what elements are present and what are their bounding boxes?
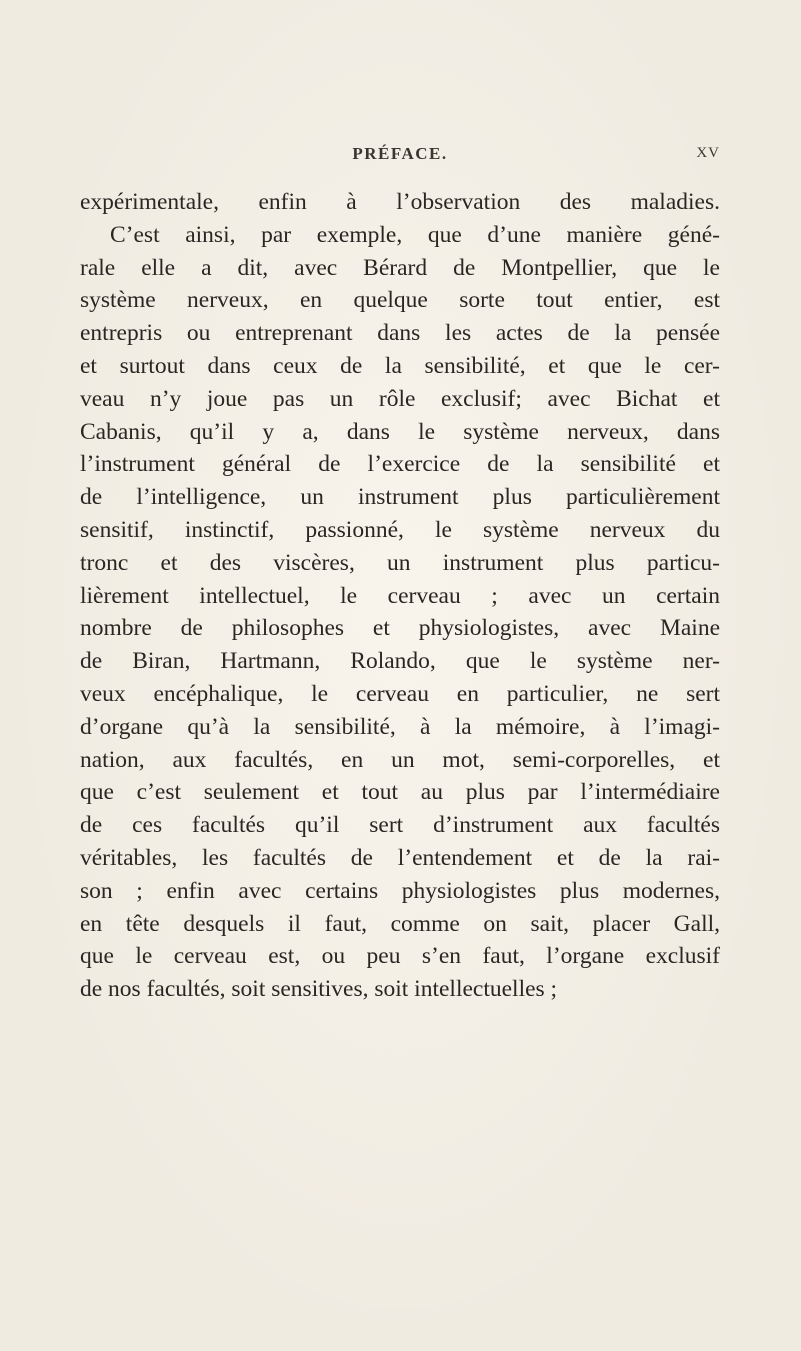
text-line: que c’est seulement et tout au plus par l’intermédiaire [80, 779, 720, 806]
text-line: l’instrument général de l’exercice de la sensibilité et [80, 451, 720, 478]
text-line: système nerveux, en quelque sorte tout entier, est [80, 287, 720, 314]
text-line: sensitif, instinctif, passionné, le système nerveux du [80, 516, 720, 543]
text-line: tronc et des viscères, un instrument plus particu- [80, 549, 720, 576]
text-line: véritables, les facultés de l’entendement et de la rai- [80, 844, 720, 871]
text-line: nation, aux facultés, en un mot, semi-corporelles, et [80, 746, 720, 773]
text-line: son ; enfin avec certains physiologistes plus modernes, [80, 877, 720, 904]
text-line: entrepris ou entreprenant dans les actes de la pensée [80, 320, 720, 347]
text-line: Cabanis, qu’il y a, dans le système nerveux, dans [80, 418, 720, 445]
text-line: et surtout dans ceux de la sensibilité, et que le cer- [80, 352, 720, 379]
text-line: en tête desquels il faut, comme on sait, placer Gall, [80, 910, 720, 937]
body-text [80, 186, 720, 1006]
text-line: rale elle a dit, avec Bérard de Montpellier, que le [80, 254, 720, 281]
running-title: PRÉFACE. [352, 144, 448, 163]
text-line: nombre de philosophes et physiologistes, avec Maine [80, 615, 720, 642]
text-line: de ces facultés qu’il sert d’instrument aux facultés [80, 812, 720, 839]
page-header [80, 144, 720, 170]
text-line: veux encéphalique, le cerveau en particulier, ne sert [80, 680, 720, 707]
text-line: expérimentale, enfin à l’observation des maladies. [80, 189, 720, 215]
text-line: de l’intelligence, un instrument plus particulièrement [80, 484, 720, 511]
text-line: que le cerveau est, ou peu s’en faut, l’organe exclusif [80, 943, 720, 970]
text-line: de Biran, Hartmann, Rolando, que le système ner- [80, 648, 720, 675]
page-number: XV [696, 145, 720, 161]
text-line: d’organe qu’à la sensibilité, à la mémoire, à l’imagi- [80, 713, 720, 740]
text-line: de nos facultés, soit sensitives, soit intellectuelles ; [80, 976, 558, 1003]
text-line: veau n’y joue pas un rôle exclusif; avec Bichat et [80, 385, 720, 412]
text-line: lièrement intellectuel, le cerveau ; avec un certain [80, 582, 720, 609]
text-line: C’est ainsi, par exemple, que d’une manière géné- [110, 221, 720, 248]
